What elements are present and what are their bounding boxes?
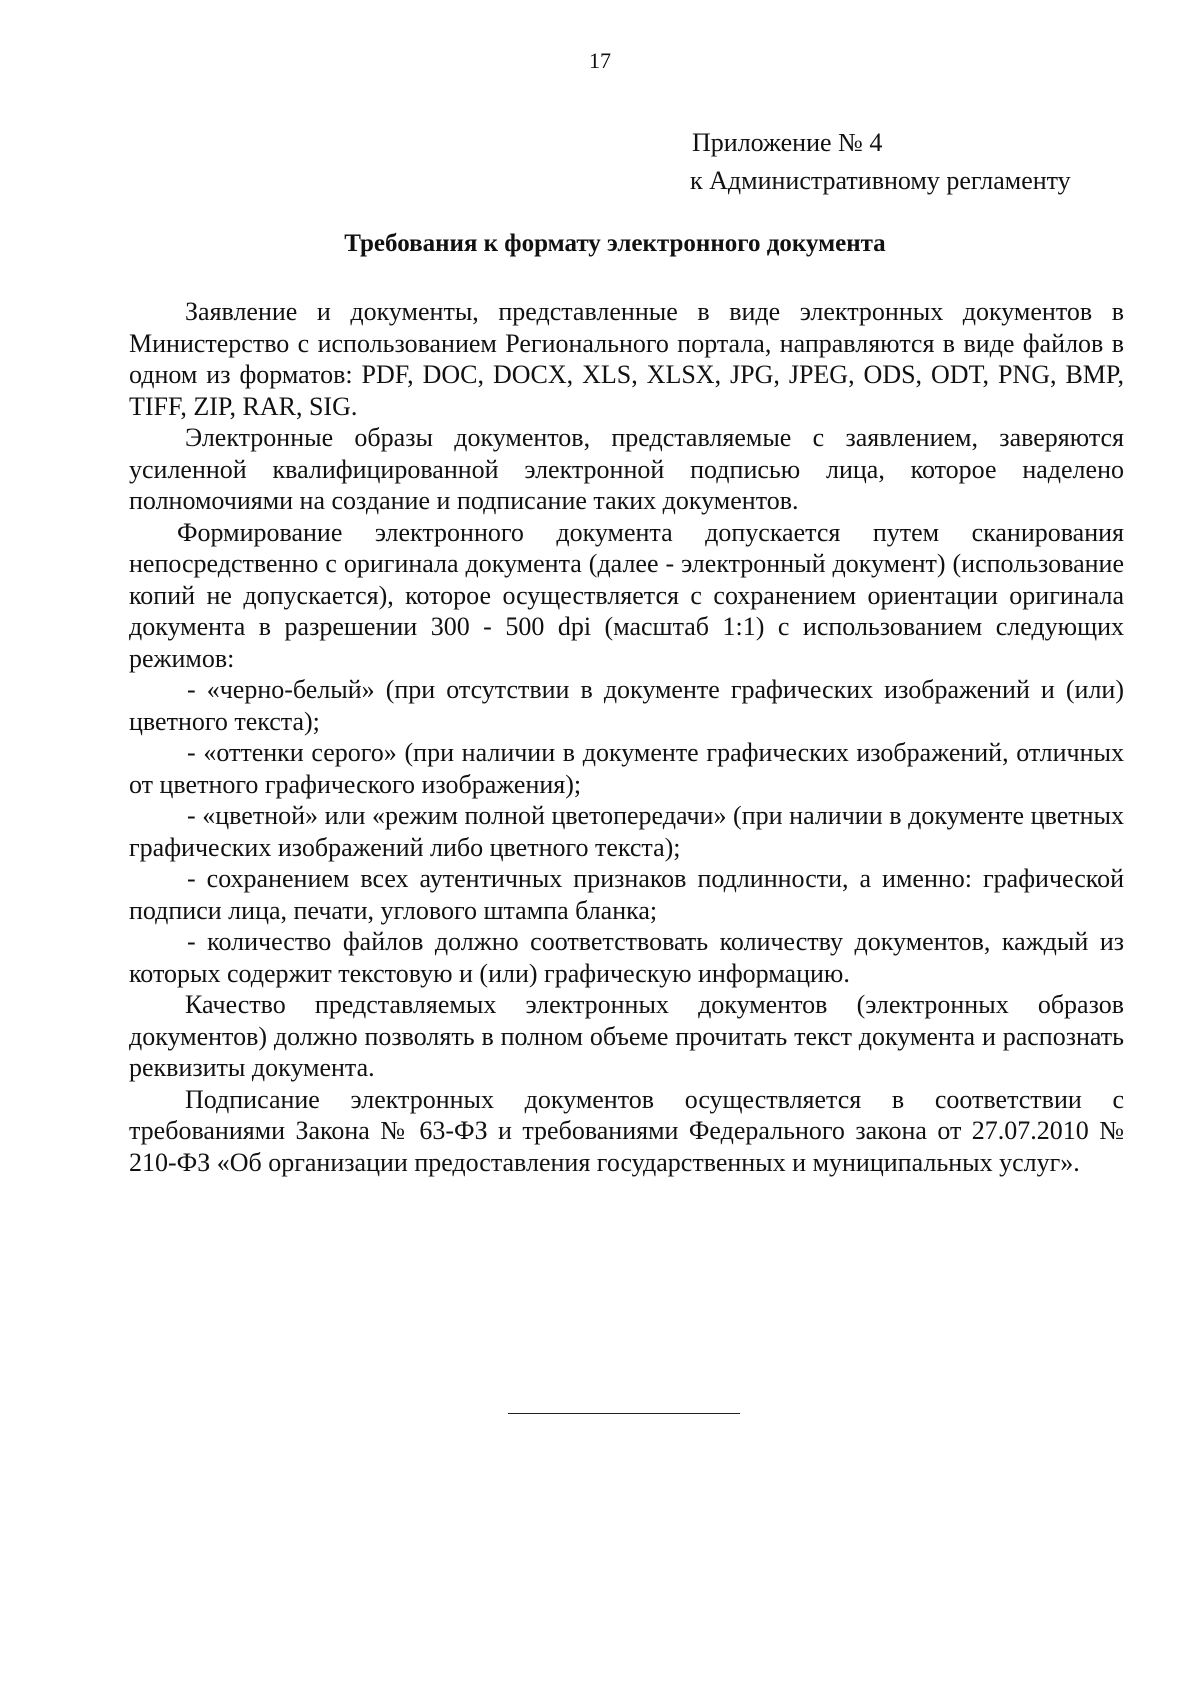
list-item: - сохранением всех аутентичных признаков подлинности, а именно: графической подписи лица, печати, углового штампа бланка; [129,864,1124,925]
document-title: Требования к формату электронного документа [344,230,886,257]
list-item: - «цветной» или «режим полной цветопередачи» (при наличии в документе цветных графических изображений либо цветного текста); [129,801,1124,862]
attachment-number: Приложение № 4 [692,128,883,157]
paragraph-signature: Электронные образы документов, представляемые с заявлением, заверяются усиленной квалифицированной электронной подписью лица, которое наделено полномочиями на создание и подписание таких документов. [129,423,1124,515]
list-item: - «оттенки серого» (при наличии в документе графических изображений, отличных от цветного графического изображения); [129,738,1124,799]
page-number: 17 [589,48,611,73]
document-body [129,296,1124,1178]
list-item: - «черно-белый» (при отсутствии в документе графических изображений и (или) цветного текста); [129,675,1124,736]
attachment-reference: к Административному регламенту [690,166,1071,195]
list-item: - количество файлов должно соответствовать количеству документов, каждый из которых содержит текстовую и (или) графическую информацию. [129,927,1124,988]
paragraph-quality: Качество представляемых электронных документов (электронных образов документов) должно позволять в полном объеме прочитать текст документа и распознать реквизиты документа. [129,990,1124,1082]
paragraph-signing: Подписание электронных документов осуществляется в соответствии с требованиями Закона № 63-ФЗ и требованиями Федерального закона от 27.07.2010 № 210-ФЗ «Об организации предоставления государственных и муниципальных услуг». [129,1084,1124,1177]
paragraph-scanning: Формирование электронного документа допускается путем сканирования непосредственно с оригинала документа (далее - электронный документ) (использование копий не допускается), которое осуществляется с сохранением ориентации оригинала документа в разрешении 300 - 500 dpi (масштаб 1:1) с использованием следующих режимов: [129,517,1124,673]
end-divider [508,1413,740,1414]
attachment-header [690,124,1071,200]
paragraph-formats: Заявление и документы, представленные в виде электронных документов в Министерство с использованием Регионального портала, направляются в виде файлов в одном из форматов: PDF, DOC, DOCX, XLS, XLSX, JPG, JPEG, ODS, ODT, PNG, BMP, TIFF, ZIP, RAR, SIG. [129,297,1124,421]
